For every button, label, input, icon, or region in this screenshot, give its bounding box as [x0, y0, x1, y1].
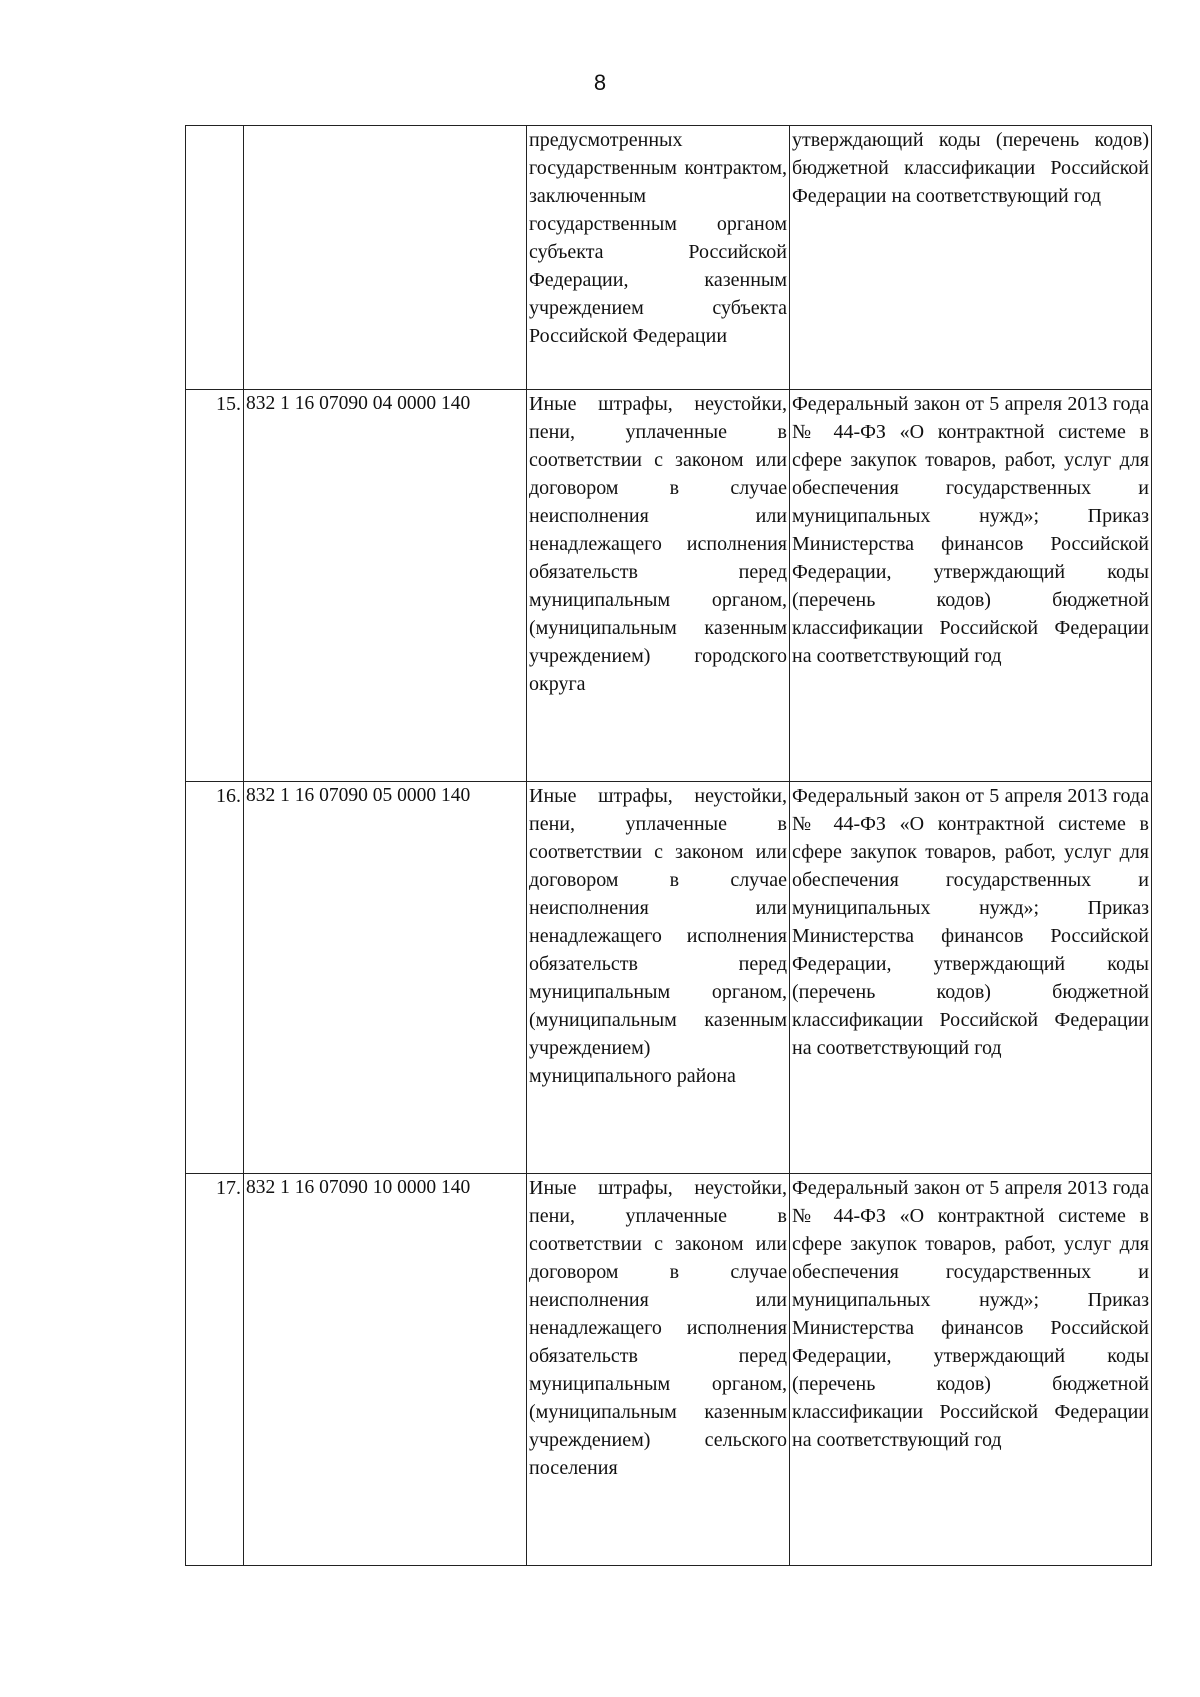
- table-row: [186, 126, 1152, 390]
- budget-code: 832 1 16 07090 10 0000 140: [244, 1174, 527, 1566]
- legal-basis: Федеральный закон от 5 апреля 2013 года № 44-ФЗ «О контрактной системе в сфере закупок товаров, работ, услуг для обеспечения государственных и муниципальных нужд»; Приказ Министерства финансов Российской Федерации, утверждающий коды (перечень кодов) бюджетной классификации Российской Федерации на соответствующий год: [790, 782, 1152, 1174]
- row-number: 16.: [186, 782, 244, 1174]
- budget-code: 832 1 16 07090 05 0000 140: [244, 782, 527, 1174]
- table-row: [186, 390, 1152, 782]
- table-row: [186, 782, 1152, 1174]
- income-name: Иные штрафы, неустойки, пени, уплаченные в соответствии с законом или договором в случае неисполнения или ненадлежащего исполнения обязательств перед муниципальным органом, (муниципальным казенным учреждением) сельского поселения: [527, 1174, 790, 1566]
- table-row: [186, 1174, 1152, 1566]
- income-name: Иные штрафы, неустойки, пени, уплаченные в соответствии с законом или договором в случае неисполнения или ненадлежащего исполнения обязательств перед муниципальным органом, (муниципальным казенным учреждением) муниципального района: [527, 782, 790, 1174]
- budget-code: 832 1 16 07090 04 0000 140: [244, 390, 527, 782]
- budget-code: [244, 126, 527, 390]
- row-number: [186, 126, 244, 390]
- budget-codes-table: [185, 125, 1152, 1566]
- page-number: 8: [593, 70, 607, 95]
- legal-basis: Федеральный закон от 5 апреля 2013 года № 44-ФЗ «О контрактной системе в сфере закупок товаров, работ, услуг для обеспечения государственных и муниципальных нужд»; Приказ Министерства финансов Российской Федерации, утверждающий коды (перечень кодов) бюджетной классификации Российской Федерации на соответствующий год: [790, 390, 1152, 782]
- income-name: предусмотренных государственным контрактом, заключенным государственным органом субъекта Российской Федерации, казенным учреждением субъекта Российской Федерации: [527, 126, 790, 390]
- row-number: 17.: [186, 1174, 244, 1566]
- legal-basis: утверждающий коды (перечень кодов) бюджетной классификации Российской Федерации на соответствующий год: [790, 126, 1152, 390]
- legal-basis: Федеральный закон от 5 апреля 2013 года № 44-ФЗ «О контрактной системе в сфере закупок товаров, работ, услуг для обеспечения государственных и муниципальных нужд»; Приказ Министерства финансов Российской Федерации, утверждающий коды (перечень кодов) бюджетной классификации Российской Федерации на соответствующий год: [790, 1174, 1152, 1566]
- row-number: 15.: [186, 390, 244, 782]
- income-name: Иные штрафы, неустойки, пени, уплаченные в соответствии с законом или договором в случае неисполнения или ненадлежащего исполнения обязательств перед муниципальным органом, (муниципальным казенным учреждением) городского округа: [527, 390, 790, 782]
